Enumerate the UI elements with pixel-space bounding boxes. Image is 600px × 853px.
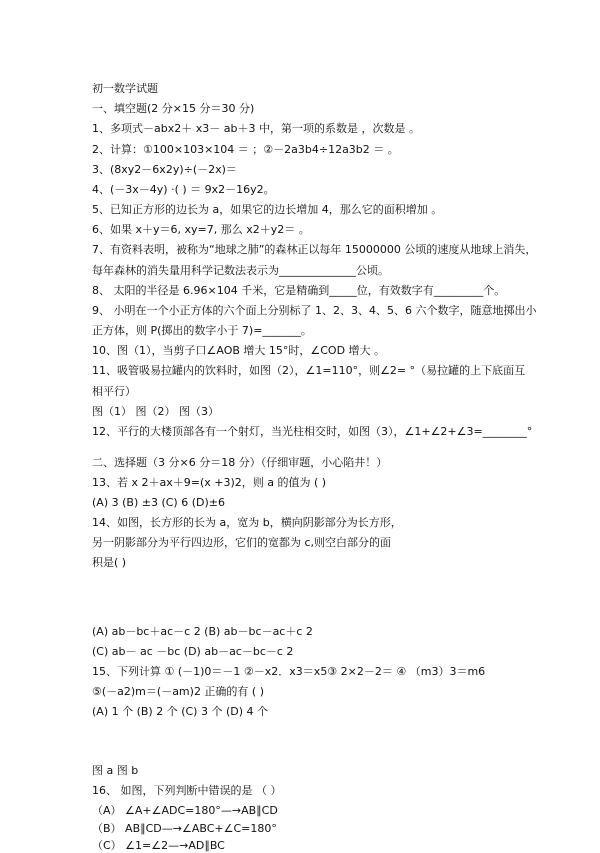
exam-title: 初一数学试题 [92,82,158,95]
question-6: 6、如果 x＋y＝6, xy=7, 那么 x2＋y2＝ 。 [92,223,310,236]
question-15: 15、下列计算 ① (－1)0＝－1 ②－x2．x3＝x5③ 2×2－2＝ ④ （m3）3＝m6 [92,665,486,678]
question-9-continued: 正方体，则 P(掷出的数字小于 7)=_______。 [92,324,312,337]
question-13: 13、若 x 2＋ax＋9=(x +3)2，则 a 的值为 ( ) [92,476,327,489]
question-13-options: (A) 3 (B) ±3 (C) 6 (D)±6 [92,496,225,509]
question-14: 14、如图，长方形的长为 a，宽为 b，横向阴影部分为长方形， [92,516,402,529]
question-14-line-3: 积是( ) [92,556,127,569]
question-15-options: (A) 1 个 (B) 2 个 (C) 3 个 (D) 4 个 [92,705,269,718]
figure-labels-1-2-3: 图（1） 图（2） 图（3） [92,405,219,418]
question-16-option-c: （C） ∠1=∠2—→AD∥BC [92,839,225,852]
question-3: 3、(8xy2－6x2y)÷(－2x)＝ [92,163,237,176]
question-11-continued: 相平行） [92,385,136,398]
question-7-continued: 每年森林的消失量用科学记数法表示为______________公顷。 [92,264,389,277]
question-9: 9、 小明在一个小正方体的六个面上分别标了 1、2、3、4、5、6 六个数字，随意地掷出小 [92,304,537,317]
question-16: 16、 如图，下列判断中错误的是 （ ） [92,784,282,797]
figure-labels-a-b: 图 a 图 b [92,764,139,777]
question-2: 2、计算：①100×103×104 ＝ ；②－2a3b4÷12a3b2 ＝ 。 [92,143,399,156]
question-7: 7、有资料表明，被称为“地球之肺”的森林正以每年 15000000 公顷的速度从地球上消失， [92,243,537,256]
section-1-heading: 一、填空题(2 分×15 分＝30 分) [92,102,255,115]
question-15-continued: ⑤(－a2)m＝(－am)2 正确的有 ( ) [92,685,265,698]
question-1: 1、多项式－abx2＋ x3－ ab＋3 中，第一项的系数是 ，次数是 。 [92,122,420,135]
question-11: 11、吸管吸易拉罐内的饮料时，如图（2），∠1=110°，则∠2= °（易拉罐的上下底面互 [92,364,526,377]
question-16-option-a: （A） ∠A+∠ADC=180°—→AB∥CD [92,804,278,817]
question-14-line-2: 另一阴影部分为平行四边形，它们的宽都为 c,则空白部分的面 [92,536,392,549]
section-2-heading: 二、选择题（3 分×6 分＝18 分）（仔细审题，小心陷井！） [92,456,388,469]
question-14-options-cd: (C) ab－ ac －bc (D) ab－ac－bc－c 2 [92,645,294,658]
question-16-option-b: （B） AB∥CD—→∠ABC+∠C=180° [92,822,277,835]
question-5: 5、已知正方形的边长为 a，如果它的边长增加 4，那么它的面积增加 。 [92,203,443,216]
question-14-options-ab: (A) ab－bc＋ac－c 2 (B) ab－bc－ac＋c 2 [92,625,313,638]
question-10: 10、图（1），当剪子口∠AOB 增大 15°时，∠COD 增大 。 [92,344,386,357]
question-4: 4、(－3x－4y) ·( ) ＝ 9x2－16y2。 [92,183,275,196]
question-12: 12、平行的大楼顶部各有一个射灯，当光柱相交时，如图（3），∠1+∠2+∠3=________° [92,425,533,438]
question-8: 8、 太阳的半径是 6.96×104 千米，它是精确到_____位，有效数字有_________个。 [92,284,506,297]
